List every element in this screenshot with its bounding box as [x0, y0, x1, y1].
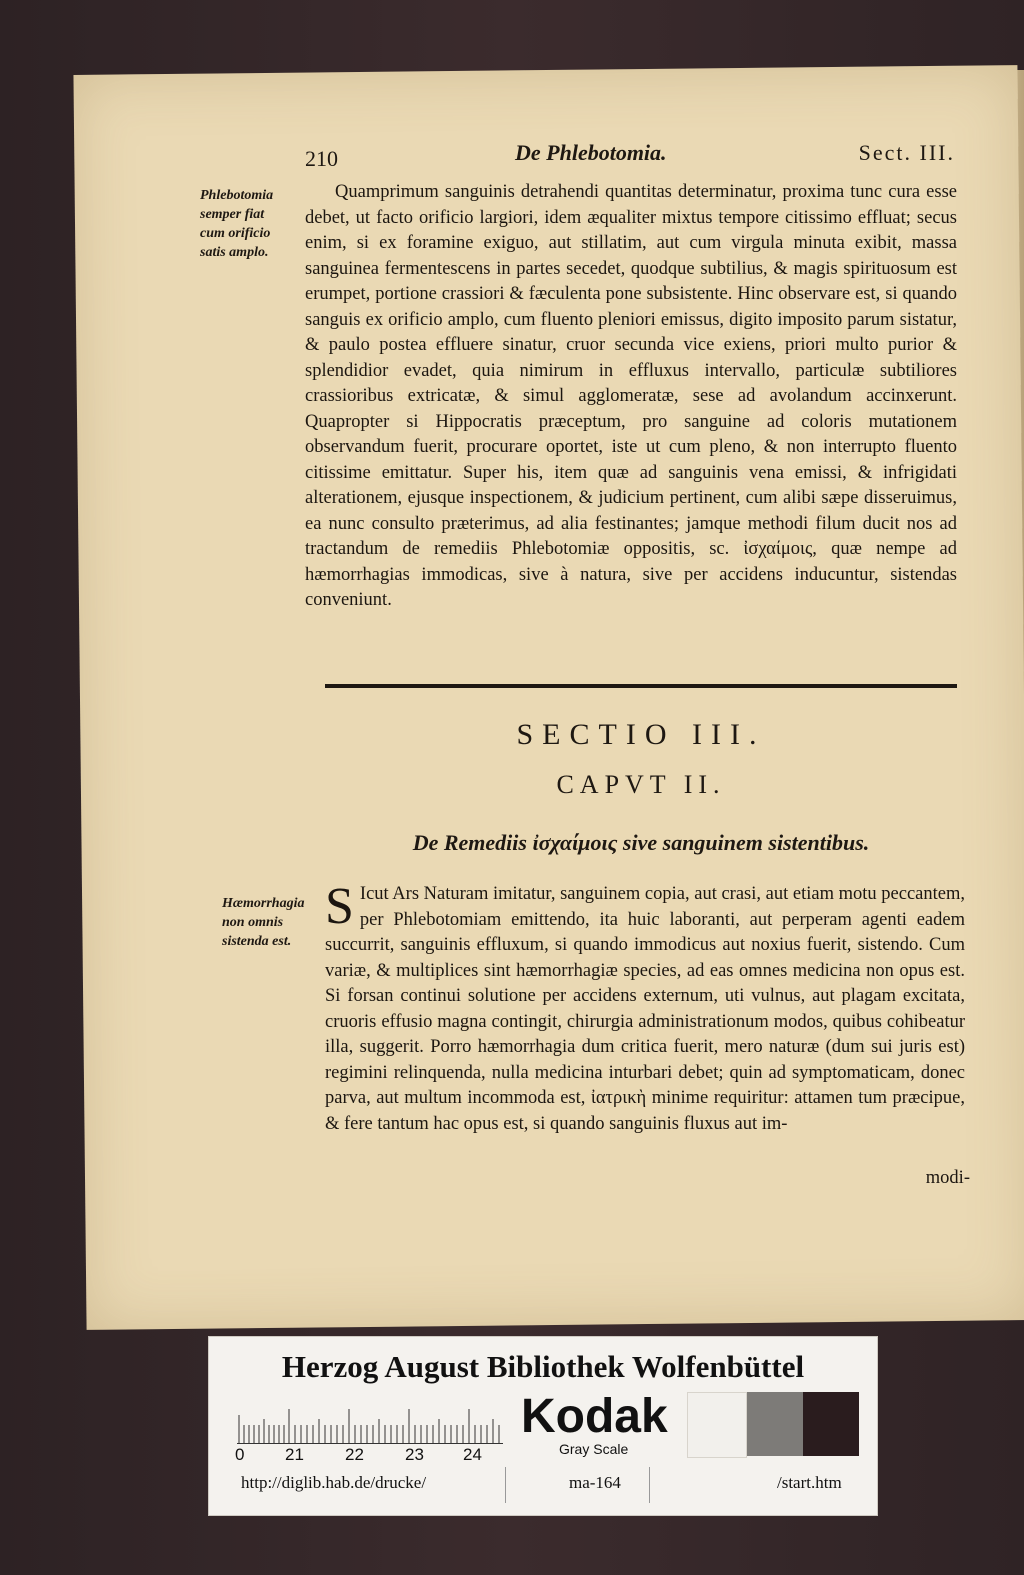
- page-number: 210: [305, 146, 338, 171]
- margin-note-haemorrhagia: Hæmorrhagia non omnis sistenda est.: [222, 896, 305, 949]
- kodak-logo: Kodak: [521, 1390, 668, 1443]
- ruler-number-24: 24: [463, 1445, 482, 1464]
- ruler-number-23: 23: [405, 1445, 424, 1464]
- section-divider-rule: [325, 684, 957, 688]
- sectio-title: SECTIO III.: [516, 718, 766, 751]
- ruler-number-21: 21: [285, 1445, 304, 1464]
- gray-swatch-black: [803, 1392, 859, 1456]
- shelfmark-code: ma-164: [569, 1473, 621, 1492]
- paragraph-remedies: [325, 878, 965, 1192]
- divider-2: [649, 1467, 650, 1503]
- drop-cap: S: [325, 878, 354, 935]
- caput-title: CAPVT II.: [556, 770, 726, 799]
- url-right: /start.htm: [777, 1473, 842, 1492]
- chapter-subtitle: De Remediis ἰσχαίμοις sive sanguinem sistentibus.: [412, 830, 870, 855]
- running-title: De Phlebotomia.: [515, 140, 667, 165]
- page-header: [305, 140, 955, 170]
- ruler-number-0: 0: [235, 1445, 245, 1464]
- paragraph-phlebotomia: Quamprimum sanguinis detrahendi quantitas determinatur, proxima tunc cura esse debet, ut facto orificio largiori, idem æqualiter mixtus tempore citissimo effluat; secus enim, si ex foramine exiguo, aut stillatim, aut cum virgula minuta exibit, massa sanguinea fermentescens in partes secedet, quodque subtilius, & magis spirituosum est erumpet, portione crassiori & fæculenta pone subsistente. Hinc observare est, si quando sanguis ex orificio amplo, cum fluento pleniori emissus, digito imposito parum sistatur, & paulo postea effluere sinatur, cruor secunda vice exiens, priori multo purior & splendidior evadet, quia nimirum in effluxus intervallo, particulæ subtiliores crassioribus extricatæ, & simul agglomeratæ, sese ad avolandum accinxerunt. Quapropter si Hippocratis præceptum, pro sanguine ad coloris mutationem observandum fuerit, procurare oportet, iste ut cum pleno, & non interrupto fluento citissime emittatur. Super his, item quæ ad sanguinis vena emissi, & infrigidati alterationem, ejusque inspectionem, & judicium pertinent, cum alibi sæpe disseruimus, ea nunc consulto præterimus, ad alia festinantes; jamque methodi filum ducit nos ad tractandum de remediis Phlebotomiæ oppositis, sc. ἰσχαίμοις, quæ nempe ad hæmorrhagias immodicas, sive à natura, sive per accidens inducuntur, sistendas conveniunt.: [305, 182, 957, 610]
- section-label: Sect. III.: [858, 140, 955, 165]
- measurement-ruler: [237, 1403, 503, 1444]
- catchword: modi-: [925, 1168, 970, 1188]
- url-left: http://diglib.hab.de/drucke/: [241, 1473, 427, 1492]
- ruler-number-22: 22: [345, 1445, 364, 1464]
- library-name: Herzog August Bibliothek Wolfenbüttel: [281, 1349, 805, 1384]
- ruler-ticks: [237, 1403, 503, 1443]
- gray-scale-label: Gray Scale: [559, 1441, 629, 1457]
- gray-swatch-white: [687, 1392, 747, 1458]
- margin-note-phlebotomia: Phlebotomia semper fiat cum orificio satis amplo.: [200, 188, 274, 260]
- paragraph-remedies-text: Icut Ars Naturam imitatur, sanguinem copia, aut crasi, aut etiam motu peccantem, per Phlebotomiam emittendo, ita huic laboranti, aut perperam agenti eadem succurrit, sanguinis effluxum, si quando immodicus aut noxius fuerit, sistendo. Cum variæ, & multiplices sint hæmorrhagiæ species, ad eas omnes medicina non opus est. Si forsan continui solutione per accidens externum, uti vulnus, aut plagam excitata, cruoris effusio magna contingit, chirurgia administrationum modos, quibus cohibeatur illa, suggerit. Porro hæmorrhagia dum critica fuerit, mero naturæ (dum sui juris est) regimini relinquenda, nulla medicina inturbari debet; quin ad symptomaticam, donec parva, aut multum incommoda est, ἰατρικὴ minime requiritur: attamen tum præcipue, & fere tantum hac opus est, si quando sanguinis fluxus aut im-: [325, 884, 965, 1134]
- divider-1: [505, 1467, 506, 1503]
- gray-swatch-mid: [747, 1392, 803, 1456]
- digitization-target: [208, 1336, 878, 1516]
